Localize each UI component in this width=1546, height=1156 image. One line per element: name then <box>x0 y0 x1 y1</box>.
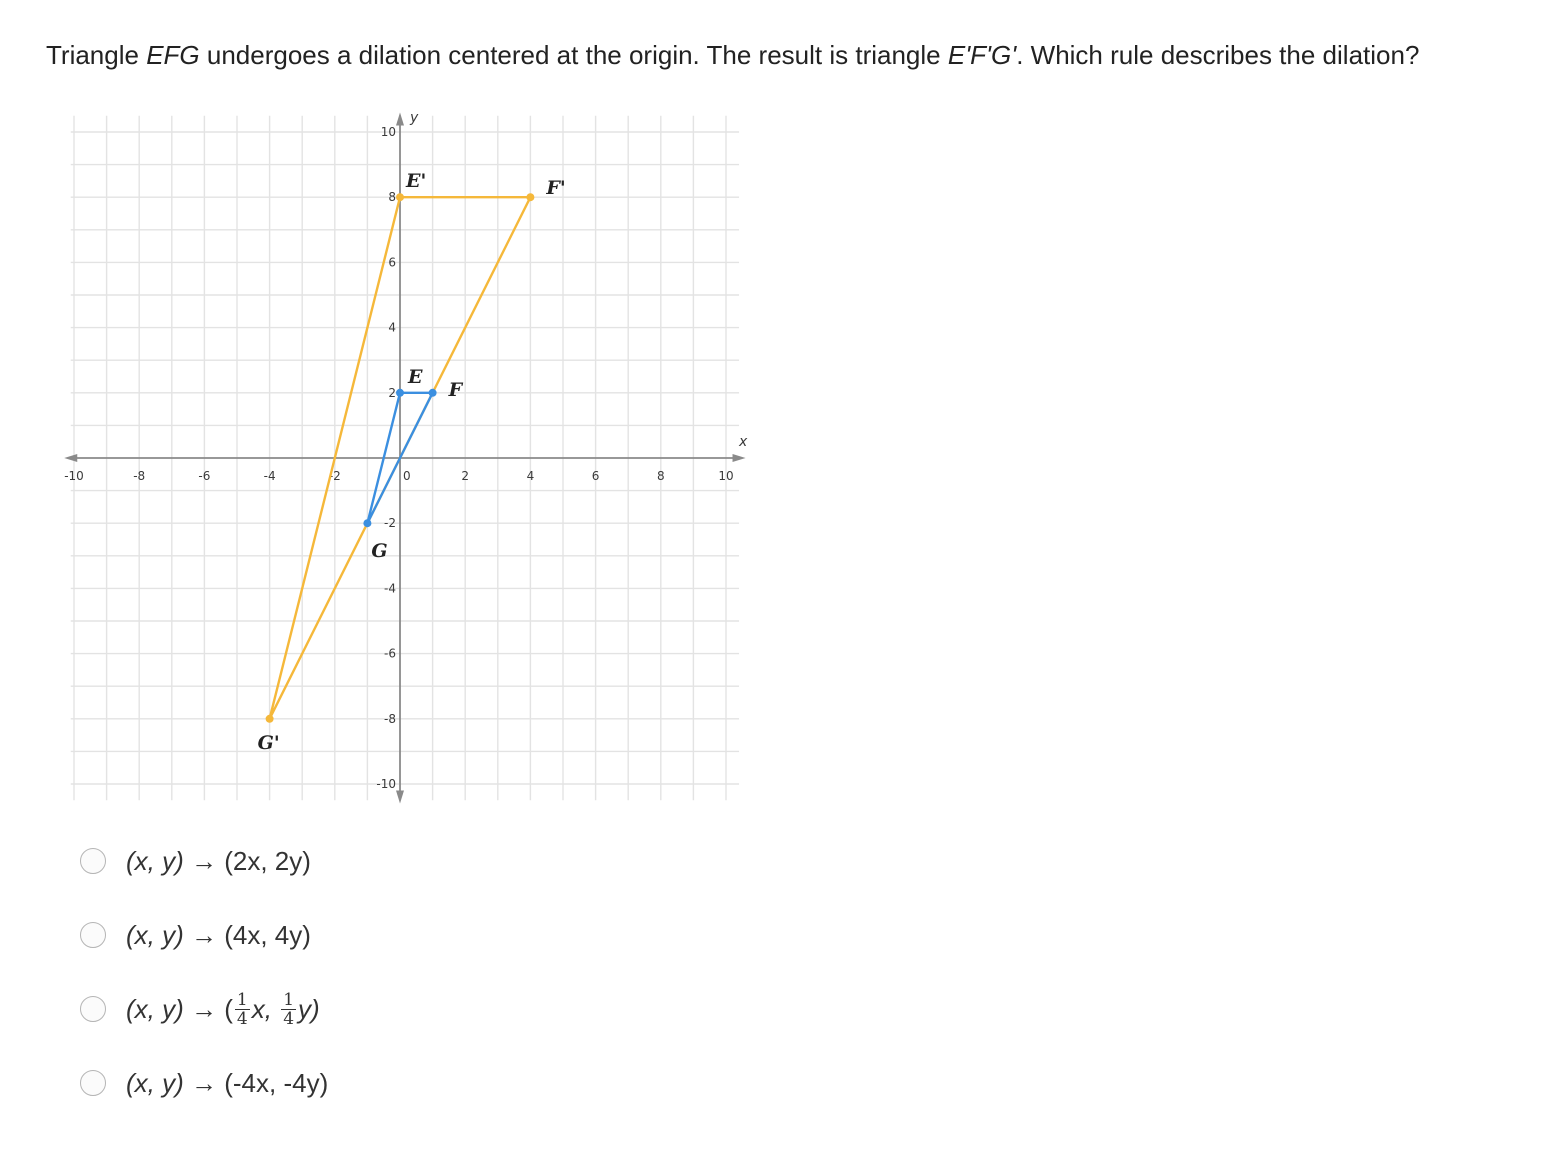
arrow: → <box>191 919 217 950</box>
x-axis-arrow-right-icon <box>733 454 746 462</box>
y-tick-label: -4 <box>384 581 396 596</box>
point-label: E <box>408 365 423 388</box>
choice-lhs: (x, y) <box>126 919 184 950</box>
vertex-point <box>396 389 404 397</box>
point-label: F <box>448 378 463 401</box>
y-tick-label: -2 <box>384 516 396 531</box>
choice-label[interactable] <box>126 1068 328 1099</box>
vertex-point <box>526 193 534 201</box>
vertex-point <box>266 715 274 723</box>
x-axis-arrow-left-icon <box>64 454 77 462</box>
triangle-name: EFG <box>146 40 200 70</box>
y-axis-arrow-up-icon <box>396 112 404 125</box>
radio-button[interactable] <box>80 848 106 874</box>
choice-label[interactable] <box>126 920 311 951</box>
point-labels <box>258 170 566 754</box>
x-tick-label: 6 <box>591 469 600 483</box>
y-tick-label: 6 <box>388 255 396 270</box>
y-tick-label: -6 <box>384 646 396 661</box>
x-tick-label: -6 <box>198 469 211 483</box>
x-tick-label: 8 <box>656 469 665 483</box>
x-tick-label: 10 <box>718 469 734 483</box>
choice-lhs: (x, y) <box>126 1067 184 1098</box>
arrow: → <box>191 1067 217 1098</box>
point-label: G <box>371 540 388 563</box>
x-tick-label: -4 <box>263 469 276 483</box>
y-tick-label: 10 <box>380 125 396 139</box>
axes <box>64 110 748 803</box>
y-axis-label: y <box>410 110 419 127</box>
coordinate-graph <box>48 100 758 810</box>
question-suffix: . Which rule describes the dilation? <box>1016 40 1420 70</box>
x-axis-label: x <box>739 434 748 450</box>
x-tick-label: -10 <box>64 469 84 483</box>
choice-3[interactable] <box>80 984 328 1034</box>
vertex-point <box>363 519 371 527</box>
open-paren: ( <box>224 993 233 1024</box>
vertex-point <box>429 389 437 397</box>
fraction-numerator: 1 <box>236 989 248 1010</box>
vertex-point <box>396 193 404 201</box>
y-tick-label: 8 <box>388 190 396 205</box>
variable-y: y) <box>298 993 320 1024</box>
point-label: F' <box>546 177 566 200</box>
x-tick-label: 4 <box>526 469 535 483</box>
choice-rhs: (4x, 4y) <box>224 919 311 950</box>
y-tick-label: -10 <box>376 777 396 791</box>
fraction-one-fourth <box>235 991 250 1028</box>
variable-x: x, <box>251 993 272 1024</box>
x-tick-label: -2 <box>328 469 341 483</box>
fraction-denominator: 4 <box>283 1008 295 1029</box>
choice-lhs: (x, y) <box>126 993 184 1024</box>
question-middle: undergoes a dilation centered at the origin. The result is triangle <box>199 40 948 70</box>
radio-button[interactable] <box>80 1070 106 1096</box>
y-axis-arrow-down-icon <box>396 791 404 804</box>
choice-4[interactable] <box>80 1058 328 1108</box>
choice-label[interactable] <box>126 991 320 1028</box>
arrow: → <box>191 845 217 876</box>
choice-lhs: (x, y) <box>126 845 184 876</box>
x-tick-label: -8 <box>133 469 146 483</box>
answer-choices <box>80 836 328 1132</box>
choice-label[interactable] <box>126 846 311 877</box>
radio-button[interactable] <box>80 996 106 1022</box>
x-tick-label: 0 <box>403 469 411 483</box>
choice-rhs: (2x, 2y) <box>224 845 311 876</box>
x-tick-label: 2 <box>461 469 470 483</box>
question-text <box>46 36 1536 74</box>
y-tick-label: 2 <box>388 385 396 400</box>
radio-button[interactable] <box>80 922 106 948</box>
image-triangle-name: E'F'G' <box>947 40 1017 70</box>
point-label: E' <box>406 170 427 193</box>
choice-2[interactable] <box>80 910 328 960</box>
y-tick-label: 4 <box>388 320 396 335</box>
point-label: G' <box>257 731 280 754</box>
fraction-one-fourth <box>281 991 296 1028</box>
fraction-denominator: 4 <box>236 1008 248 1029</box>
arrow: → <box>191 993 217 1024</box>
question-prefix: Triangle <box>46 40 147 70</box>
choice-1[interactable] <box>80 836 328 886</box>
fraction-numerator: 1 <box>283 989 295 1010</box>
y-tick-label: -8 <box>384 711 396 726</box>
choice-rhs: (-4x, -4y) <box>224 1067 329 1098</box>
